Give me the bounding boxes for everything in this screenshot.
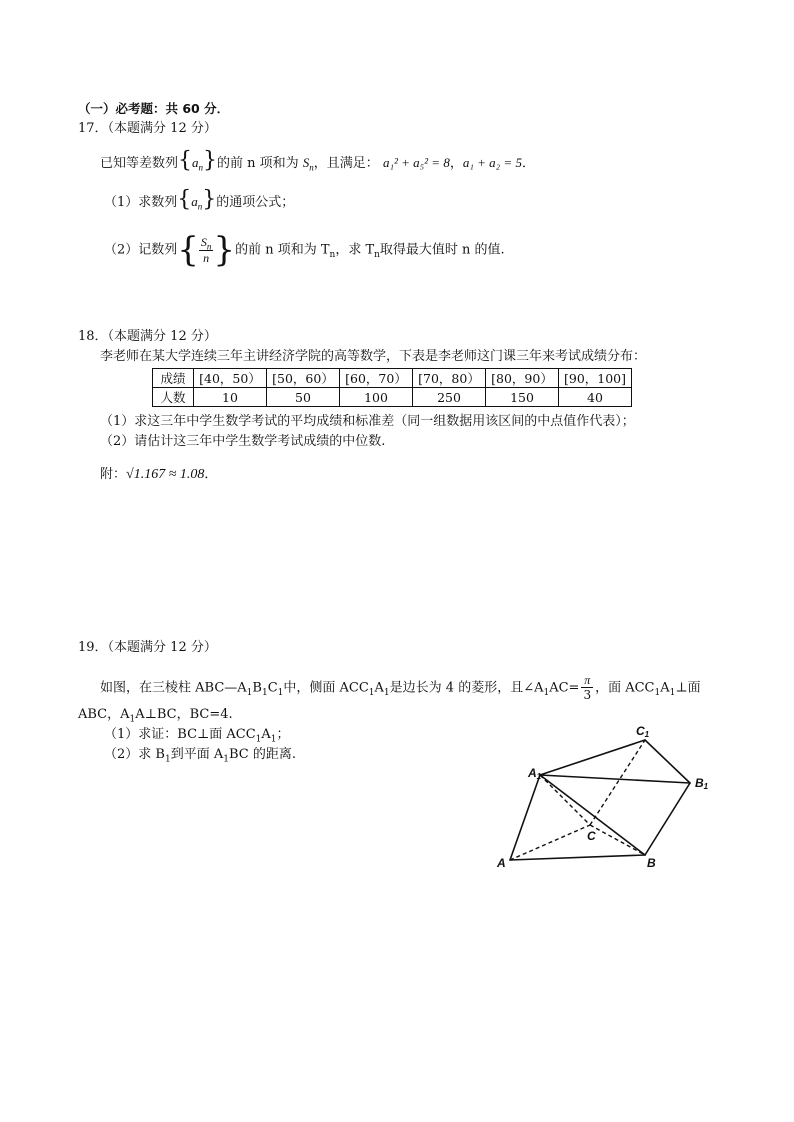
grade-distribution-table: [152, 368, 632, 407]
q19-text: BC 的距离.: [228, 747, 296, 762]
q18-note-end: ．: [204, 467, 218, 482]
q17-part1: （1）求数列$\{a_n\}$的通项公式；: [104, 187, 295, 212]
sub-1: 1: [246, 687, 253, 698]
q17-heading: 17．（本题满分 12 分）: [78, 121, 217, 136]
seq-a: a: [191, 194, 198, 209]
q19-text: C: [267, 680, 278, 696]
table-cell: 人数: [153, 388, 194, 407]
frac-three: 3: [583, 688, 592, 703]
q19-part1: [104, 727, 290, 743]
q19-text: A: [261, 727, 271, 742]
q18-stem: 李老师在某大学连续三年主讲经济学院的高等数学，下表是李老师这门课三年来考试成绩分布：: [100, 349, 647, 364]
table-cell: [90，100]: [559, 369, 632, 388]
q17-part1-post: 的通项公式；: [216, 195, 295, 210]
table-row: [153, 388, 632, 407]
frac-num: S: [200, 235, 207, 250]
table-cell: [80，90）: [486, 369, 559, 388]
q19-text: AC=: [549, 680, 580, 696]
seq-sub: n: [198, 162, 204, 173]
edge-C1-B1: [645, 740, 690, 783]
edge-C-C1-hidden: [590, 740, 645, 825]
frac-den: n: [203, 250, 210, 265]
tn-sub-2: n: [374, 250, 380, 261]
table-cell: [60，70）: [340, 369, 413, 388]
frac-pi: π: [581, 673, 593, 688]
q19-stem-line2: [78, 707, 233, 723]
sub-1: 1: [129, 714, 136, 725]
q18-part1: （1）求这三年中学生数学考试的平均成绩和标准差（同一组数据用该区间的中点值作代表）；: [100, 414, 635, 429]
table-cell: [50，60）: [267, 369, 340, 388]
sub-1: 1: [270, 734, 277, 745]
q17-part2-text: （2）记数列: [104, 242, 178, 258]
edge-A1-B: [540, 775, 645, 855]
q19-heading: 19．（本题满分 12 分）: [78, 640, 217, 655]
q18-note-label: 附：: [100, 467, 127, 482]
sub-1: 1: [255, 734, 262, 745]
q17-cond-label: ，且满足：: [313, 156, 379, 171]
table-cell: [70，80）: [413, 369, 486, 388]
q19-text: ⊥面: [675, 680, 701, 696]
edge-A-B: [510, 855, 645, 860]
sub-1: 1: [543, 687, 550, 698]
q19-text: ，面 ACC: [595, 680, 655, 696]
q19-text: ABC，A: [78, 707, 130, 722]
edge-A1-C-hidden: [540, 775, 590, 825]
q19-text: A: [660, 680, 670, 696]
pi-over-3-fraction: [581, 673, 593, 703]
q19-text: 如图，在三棱柱 ABC—A: [100, 680, 247, 696]
vertex-label-A1: A1: [528, 766, 542, 781]
vertex-label-C: C: [587, 829, 596, 843]
q19-text: （1）求证：BC⊥面 ACC: [104, 727, 256, 742]
q17-part2-tail: ，求 T: [335, 242, 375, 258]
sub-1: 1: [383, 687, 390, 698]
vertex-label-C1: C1: [636, 724, 650, 739]
q19-text: B: [252, 680, 262, 696]
table-cell: 150: [486, 388, 559, 407]
table-cell: 100: [340, 388, 413, 407]
edge-A1-C1: [540, 740, 645, 775]
q17-part2-end: 取得最大值时 n 的值.: [379, 242, 505, 258]
sum-s: S: [302, 155, 310, 170]
q18-part2: （2）请估计这三年中学生数学考试成绩的中位数.: [100, 434, 386, 449]
table-cell: 40: [559, 388, 632, 407]
sub-1: 1: [261, 687, 268, 698]
sub-1: 1: [164, 754, 171, 765]
vertex-label-A: A: [497, 856, 506, 870]
q17-stem: 已知等差数列$\{a_n\}$的前 n 项和为 $S_n$，且满足： a₁² + a₅² = 8，a₁ + a₂ = 5．: [100, 148, 535, 173]
vertex-label-B1: B1: [695, 776, 709, 791]
q17-cond2: a₁ + a₂ = 5: [462, 155, 522, 170]
seq-a: a: [192, 155, 199, 170]
q18-note: [100, 467, 217, 484]
prism-figure: [490, 715, 720, 880]
q17-cond-end: ．: [521, 156, 535, 171]
sub-1: 1: [669, 687, 676, 698]
table-cell: 10: [194, 388, 267, 407]
edge-A-C-hidden: [510, 825, 590, 860]
q17-part2: （2）记数列{ $\frac{S_n}{n}$ }的前 n 项和为 $T_n$，求 $T_n$取得最大值时 n 的值.: [104, 230, 505, 270]
sqrt-approx: √1.167 ≈ 1.08: [126, 467, 205, 482]
q17-part1-text: （1）求数列: [104, 195, 178, 210]
vertex-label-B: B: [647, 856, 656, 870]
sub-1: 1: [277, 687, 284, 698]
edge-B-B1: [645, 783, 690, 855]
q18-heading: 18．（本题满分 12 分）: [78, 329, 217, 344]
table-cell: 50: [267, 388, 340, 407]
q19-text: （2）求 B: [104, 747, 165, 762]
table-cell: [40，50）: [194, 369, 267, 388]
q19-text: ；: [276, 727, 290, 742]
q17-stem-mid: 的前 n 项和为: [217, 156, 299, 171]
section-heading: （一）必考题：共 60 分．: [78, 101, 230, 116]
tn-sub: n: [329, 250, 336, 261]
q17-stem-text: 已知等差数列: [100, 156, 179, 171]
q17-part2-post: 的前 n 项和为 T: [235, 242, 330, 258]
sub-1: 1: [654, 687, 661, 698]
q19-text: A⊥BC，BC=4.: [135, 707, 233, 722]
q19-text: 是边长为 4 的菱形，且∠A: [389, 680, 544, 696]
table-cell: 成绩: [153, 369, 194, 388]
edge-A-A1: [510, 775, 540, 860]
q19-stem-line1: [100, 673, 701, 703]
table-cell: 250: [413, 388, 486, 407]
edge-A1-B1: [540, 775, 690, 783]
sn-over-n-fraction: [199, 235, 214, 265]
q19-text: 到平面 A: [170, 747, 224, 762]
sub-1: 1: [368, 687, 375, 698]
q17-cond1: a₁² + a₅² = 8: [382, 155, 450, 170]
seq-sub: n: [197, 201, 203, 212]
table-row: [153, 369, 632, 388]
frac-num-sub: n: [206, 241, 212, 252]
sub-1: 1: [223, 754, 229, 765]
q19-text: A: [374, 680, 384, 696]
q17-cond-sep: ，: [449, 156, 463, 171]
edge-C-B-hidden: [590, 825, 645, 855]
sum-sub: n: [309, 162, 314, 173]
q19-text: 中，侧面 ACC: [283, 680, 369, 696]
q19-part2: [104, 747, 296, 763]
